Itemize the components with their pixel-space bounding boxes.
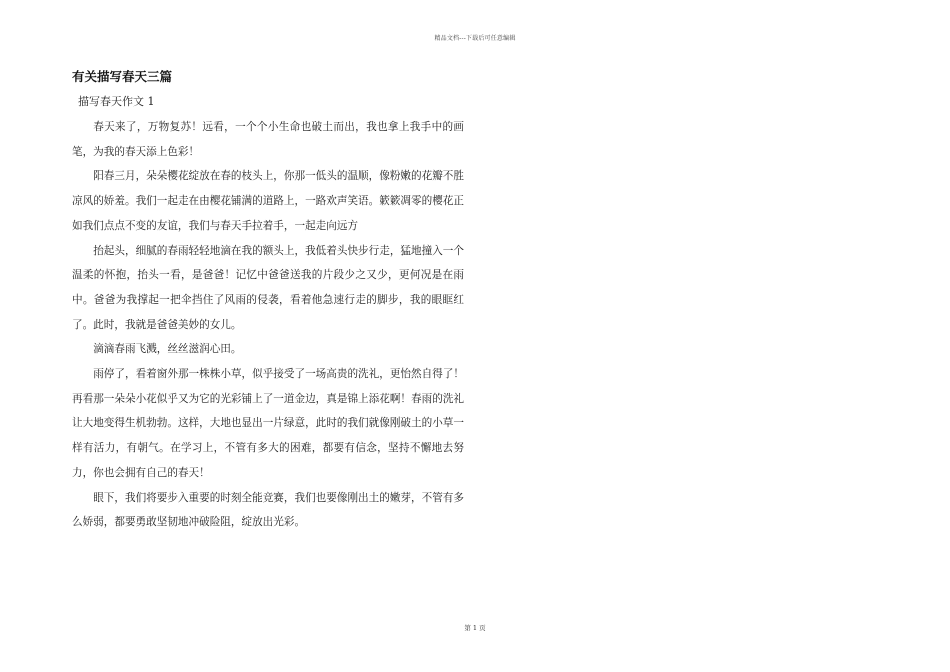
paragraph: 阳春三月，朵朵樱花绽放在春的枝头上，你那一低头的温顺，像粉嫩的花瓣不胜凉风的娇羞。我们一起走在由樱花铺满的道路上，一路欢声笑语。簌簌凋零的樱花正如我们点点不变的友谊，我们与春天手拉着手，一起走向远方 <box>72 170 464 232</box>
page-number: 第 1 页 <box>464 624 486 632</box>
paragraph: 眼下，我们将要步入重要的时刻全能竞赛，我们也要像刚出土的嫩芽，不管有多么娇弱，都要勇敢坚韧地冲破险阻，绽放出光彩。 <box>72 491 464 529</box>
header-note: 精品文档---下载后可任意编辑 <box>434 35 516 42</box>
paragraph: 抬起头，细腻的春雨轻轻地滴在我的额头上，我低着头快步行走，猛地撞入一个温柔的怀抱，抬头一看，是爸爸！记忆中爸爸送我的片段少之又少，更何况是在雨中。爸爸为我撑起一把伞挡住了风雨的侵袭，看着他急速行走的脚步，我的眼眶红了。此时，我就是爸爸美妙的女儿。 <box>72 244 464 331</box>
body-text <box>72 115 464 535</box>
document-title: 有关描写春天三篇 <box>72 69 173 84</box>
paragraph: 雨停了，看着窗外那一株株小草，似乎接受了一场高贵的洗礼，更怡然自得了！再看那一朵朵小花似乎又为它的光彩铺上了一道金边，真是锦上添花啊！春雨的洗礼让大地变得生机勃勃。这样，大地也显出一片绿意，此时的我们就像刚破土的小草一样有活力，有朝气。在学习上，不管有多大的困难，都要有信念，坚持不懈地去努力，你也会拥有自己的春天！ <box>72 368 464 479</box>
paragraph: 春天来了，万物复苏！远看，一个个小生命也破土而出，我也拿上我手中的画笔，为我的春天添上色彩！ <box>72 121 464 158</box>
paragraph: 滴滴春雨飞溅，丝丝滋润心田。 <box>93 343 242 356</box>
section-subtitle: 描写春天作文 1 <box>78 95 155 108</box>
